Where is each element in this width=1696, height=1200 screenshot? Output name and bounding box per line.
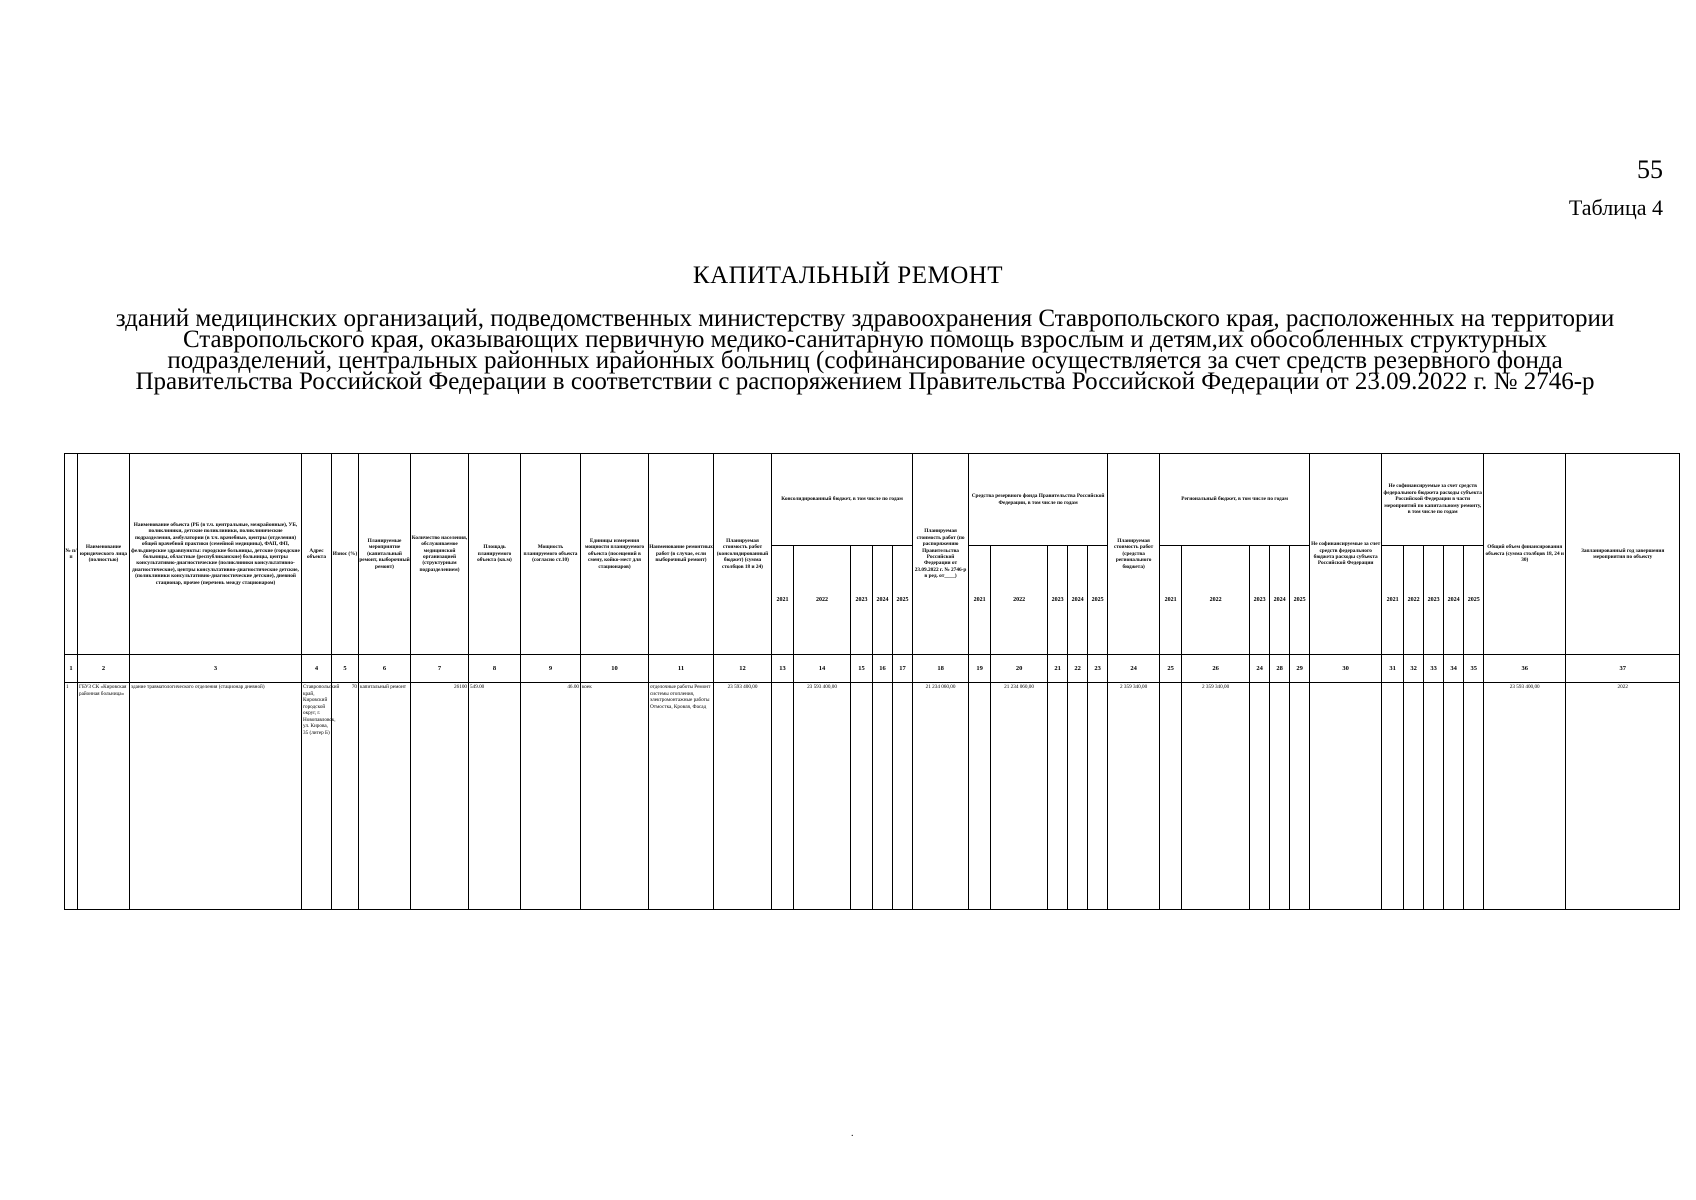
year-header: 2024 bbox=[1444, 546, 1464, 655]
col-header-wear: Износ (%) bbox=[332, 454, 359, 655]
column-number: 14 bbox=[794, 655, 851, 683]
column-number: 23 bbox=[1088, 655, 1108, 683]
year-header: 2021 bbox=[772, 546, 794, 655]
group-header-reserve-fund: Средства резервного фонда Правительства Российской Федерации, в том числе по годам bbox=[969, 454, 1108, 546]
column-number: 10 bbox=[581, 655, 649, 683]
column-number: 33 bbox=[1424, 655, 1444, 683]
column-number: 36 bbox=[1484, 655, 1566, 683]
year-header: 2023 bbox=[851, 546, 873, 655]
cell-capacity: 46.00 bbox=[521, 683, 581, 910]
cell-empty bbox=[1424, 683, 1444, 910]
column-number: 19 bbox=[969, 655, 991, 683]
year-header: 2023 bbox=[1048, 546, 1068, 655]
cell-empty bbox=[1464, 683, 1484, 910]
year-header: 2025 bbox=[1464, 546, 1484, 655]
cell-empty bbox=[851, 683, 873, 910]
column-number: 2 bbox=[78, 655, 130, 683]
cell-regional-cost: 2 359 340,00 bbox=[1108, 683, 1160, 910]
column-number: 8 bbox=[469, 655, 521, 683]
column-number: 25 bbox=[1160, 655, 1182, 683]
column-number: 16 bbox=[873, 655, 893, 683]
year-header: 2024 bbox=[1068, 546, 1088, 655]
cell-area: 549.00 bbox=[469, 683, 521, 910]
cell-federal-cost: 21 234 060,00 bbox=[913, 683, 969, 910]
document-subtitle: зданий медицинских организаций, подведомственных министерству здравоохранения Ставропольского края, расположенных на территории Ставропольского края, оказывающих первичную медико-санитарную помощь взрослым и детям,их обособленных структурных подразделений, центральных районных ирайонных больниц (софинансирование осуществляется за счет средств резервного фонда Правительства Российской Федерации в соответствии с распоряжением Правительства Российской Федерации от 23.09.2022 г. № 2746-р bbox=[115, 305, 1615, 395]
document-title: КАПИТАЛЬНЫЙ РЕМОНТ bbox=[692, 262, 1004, 289]
col-header-unit: Единицы измерения мощности планируемого объекта (посещений в смену, койко-мест для стационаров) bbox=[581, 454, 649, 655]
col-header-non-cofinanced: Не софинансируемые за счет средств федерального бюджета расходы субъекта Российской Федерации bbox=[1310, 454, 1382, 655]
cell-empty bbox=[1404, 683, 1424, 910]
cell-empty bbox=[873, 683, 893, 910]
table-row bbox=[65, 683, 1680, 910]
table-label: Таблица 4 bbox=[1568, 195, 1663, 220]
cell-empty bbox=[969, 683, 991, 910]
cell-object: здание травматологического отделения (стационар дневной) bbox=[130, 683, 302, 910]
cell-empty bbox=[1250, 683, 1270, 910]
year-header: 2025 bbox=[1088, 546, 1108, 655]
group-header-consolidated: Консолидированный бюджет, в том числе по годам bbox=[772, 454, 913, 546]
cell-empty bbox=[1088, 683, 1108, 910]
year-header: 2025 bbox=[893, 546, 913, 655]
cell-works: отделочные работы Ремонт системы отопления, электромонтажные работы Отмостка, Кровля, Фасад bbox=[649, 683, 714, 910]
column-number: 15 bbox=[851, 655, 873, 683]
cell-num: 1 bbox=[65, 683, 78, 910]
column-number: 11 bbox=[649, 655, 714, 683]
year-header: 2023 bbox=[1424, 546, 1444, 655]
year-header: 2024 bbox=[873, 546, 893, 655]
column-number: 24 bbox=[1108, 655, 1160, 683]
column-number: 29 bbox=[1290, 655, 1310, 683]
column-number: 20 bbox=[991, 655, 1048, 683]
col-header-address: Адрес объекта bbox=[302, 454, 332, 655]
column-number: 34 bbox=[1444, 655, 1464, 683]
column-number: 4 bbox=[302, 655, 332, 683]
cell-regional-2022: 2 359 340,00 bbox=[1182, 683, 1250, 910]
column-number: 35 bbox=[1464, 655, 1484, 683]
group-header-non-cofinanced: Не софинансируемые за счет средств федерального бюджета расходы субъекта Российской Федерации в части мероприятий по капитальному ремонту, в том числе по годам bbox=[1382, 454, 1484, 546]
column-number: 18 bbox=[913, 655, 969, 683]
year-header: 2024 bbox=[1270, 546, 1290, 655]
cell-unit: коек bbox=[581, 683, 649, 910]
year-header: 2021 bbox=[1160, 546, 1182, 655]
col-header-measure: Планируемые мероприятие (капитальный ремонт, выборочный ремонт) bbox=[359, 454, 411, 655]
column-number: 1 bbox=[65, 655, 78, 683]
group-header-regional: Региональный бюджет, в том числе по годам bbox=[1160, 454, 1310, 546]
cell-wear: 70 bbox=[332, 683, 359, 910]
column-number: 22 bbox=[1068, 655, 1088, 683]
column-number: 12 bbox=[714, 655, 772, 683]
column-number: 9 bbox=[521, 655, 581, 683]
footer-mark: . bbox=[851, 1128, 854, 1139]
column-number: 21 bbox=[1048, 655, 1068, 683]
column-number-row bbox=[65, 655, 1680, 683]
column-number: 3 bbox=[130, 655, 302, 683]
cell-federal-2022: 21 234 060,00 bbox=[991, 683, 1048, 910]
column-number: 31 bbox=[1382, 655, 1404, 683]
cell-consolidated-2022: 23 593 400,00 bbox=[794, 683, 851, 910]
cell-empty bbox=[1160, 683, 1182, 910]
year-header: 2022 bbox=[1404, 546, 1424, 655]
cell-overall: 23 593 400,00 bbox=[1484, 683, 1566, 910]
column-number: 5 bbox=[332, 655, 359, 683]
column-number: 13 bbox=[772, 655, 794, 683]
cell-empty bbox=[1382, 683, 1404, 910]
header-row-1 bbox=[65, 454, 1680, 546]
cell-empty bbox=[1310, 683, 1382, 910]
column-number: 28 bbox=[1270, 655, 1290, 683]
column-number: 7 bbox=[411, 655, 469, 683]
cell-empty bbox=[1290, 683, 1310, 910]
cell-population: 26100 bbox=[411, 683, 469, 910]
cell-empty bbox=[772, 683, 794, 910]
capital-repair-table bbox=[64, 453, 1680, 910]
col-header-works: Наименование ремонтных работ (в случае, если выборочный ремонт) bbox=[649, 454, 714, 655]
column-number: 32 bbox=[1404, 655, 1424, 683]
col-header-org: Наименование юридического лица (полностью) bbox=[78, 454, 130, 655]
cell-empty bbox=[1048, 683, 1068, 910]
column-number: 6 bbox=[359, 655, 411, 683]
col-header-object: Наименование объекта (РБ (в т.ч. центральные, межрайонные), УБ, поликлиники, детские поликлиники, поликлинические подразделения, амбулатории (в т.ч. врачебные, центры (отделения) общей врачебной практики (семейной медицины), ФАП, ФП, фельдшерские здравпункты: городские больницы, детские (городские больницы, областные (республиканские) больницы, центры консультативно-диагностические (поликлиники консультативно-диагностические), центры консультативно-диагностические детские, (поликлиники консультативно-диагностические детские), дневной стационар, прочее (перечень между стационаром) bbox=[130, 454, 302, 655]
column-number: 37 bbox=[1566, 655, 1680, 683]
cell-empty bbox=[1270, 683, 1290, 910]
year-header: 2022 bbox=[991, 546, 1048, 655]
col-header-end-year: Запланированный год завершения мероприятия по объекту bbox=[1566, 454, 1680, 655]
year-header: 2021 bbox=[1382, 546, 1404, 655]
cell-empty bbox=[893, 683, 913, 910]
year-header: 2025 bbox=[1290, 546, 1310, 655]
column-number: 24 bbox=[1250, 655, 1270, 683]
column-number: 17 bbox=[893, 655, 913, 683]
col-header-area: Площадь планируемого объекта (кв.м) bbox=[469, 454, 521, 655]
cell-address: Ставропольский край, Кировский городской округ, г. Новопавловск, ул. Кирова, 35 (литер Б) bbox=[302, 683, 332, 910]
year-header: 2022 bbox=[794, 546, 851, 655]
cell-end-year: 2022 bbox=[1566, 683, 1680, 910]
column-number: 30 bbox=[1310, 655, 1382, 683]
cell-empty bbox=[1068, 683, 1088, 910]
year-header: 2021 bbox=[969, 546, 991, 655]
page-number: 55 bbox=[1637, 155, 1663, 184]
col-header-regional-cost: Планируемая стоимость работ (средства регионального бюджета) bbox=[1108, 454, 1160, 655]
col-header-capacity: Мощность планируемого объекта (согласно ст.10) bbox=[521, 454, 581, 655]
cell-empty bbox=[1444, 683, 1464, 910]
year-header: 2022 bbox=[1182, 546, 1250, 655]
cell-measure: капитальный ремонт bbox=[359, 683, 411, 910]
year-header: 2023 bbox=[1250, 546, 1270, 655]
col-header-overall: Общий объем финансирования объекта (сумма столбцов 18, 24 и 30) bbox=[1484, 454, 1566, 655]
column-number: 26 bbox=[1182, 655, 1250, 683]
col-header-total-cost: Планируемая стоимость работ (консолидированный бюджет) (сумма столбцов 18 и 24) bbox=[714, 454, 772, 655]
col-header-num: № п/п bbox=[65, 454, 78, 655]
cell-total-cost: 23 593 400,00 bbox=[714, 683, 772, 910]
col-header-federal-cost: Планируемая стоимость работ (по распоряжению Правительства Российской Федерации от 23.09.2022 г. № 2746-р в ред. от____) bbox=[913, 454, 969, 655]
cell-org: ГБУЗ СК «Кировская районная больница» bbox=[78, 683, 130, 910]
col-header-population: Количество населения, обслуживаемое медицинской организацией (структурным подразделением) bbox=[411, 454, 469, 655]
